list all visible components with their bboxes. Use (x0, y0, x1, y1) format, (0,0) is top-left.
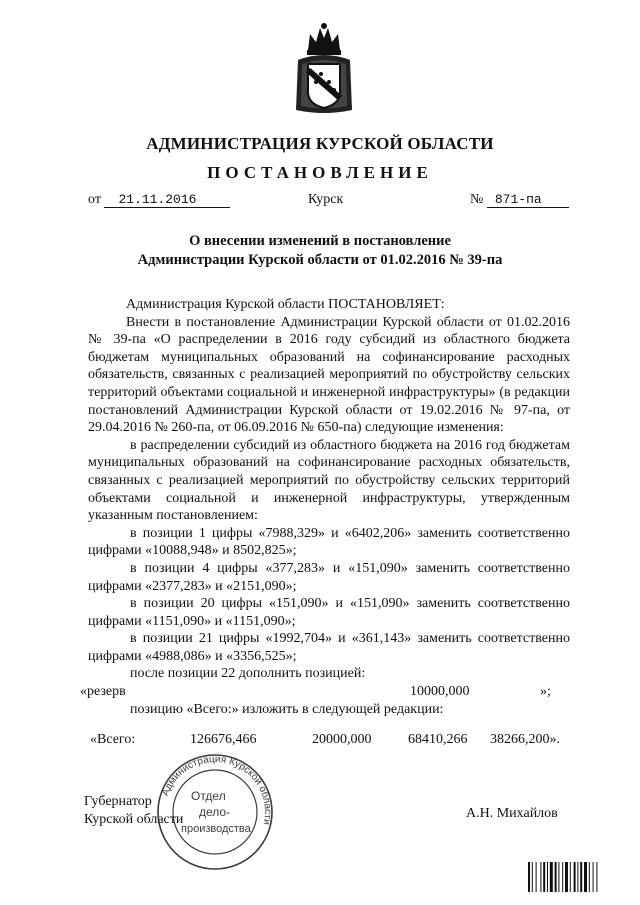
body-paragraph-after-22: после позиции 22 дополнить позицией: (130, 666, 366, 682)
body-paragraph-distribution: в распределении субсидий из областного бюджета на 2016 год бюджетам муниципальных образований на софинансирование расходных обязательств, связанных с реализацией мероприятий по обустройству сельских территорий объектами социальной и инженерной инфраструктуры, утвержденным указанным постановлением: (88, 437, 570, 524)
total-row (90, 731, 570, 749)
reserve-end: »; (540, 684, 551, 700)
coat-of-arms-icon (294, 20, 354, 116)
document-type: ПОСТАНОВЛЕНИЕ (207, 163, 433, 182)
body-paragraph-position-4: в позиции 4 цифры «377,283» и «151,090» заменить соответственно цифрами «2377,283» и «2151,090»; (88, 560, 570, 594)
body-paragraph-position-1: в позиции 1 цифры «7988,329» и «6402,206» заменить соответственно цифрами «10088,948» и 8502,825»; (88, 525, 570, 559)
body-paragraph-preamble: Администрация Курской области ПОСТАНОВЛЯЕТ: (126, 297, 445, 312)
total-value-4: 38266,200». (490, 731, 560, 747)
body-paragraph-position-21: в позиции 21 цифры «1992,704» и «361,143» заменить соответственно цифрами «4988,086» и «3356,525»; (88, 631, 570, 664)
reserve-label: «резерв (80, 684, 126, 700)
date-prefix: от (88, 192, 101, 207)
signatory-title-line-2: Курской области (84, 812, 184, 827)
document-date: 21.11.2016 (104, 192, 230, 208)
document-city: Курск (308, 192, 344, 207)
reserve-value: 10000,000 (410, 684, 470, 700)
stamp-inner-line-3: производства (181, 823, 251, 835)
body-paragraph-position-20: в позиции 20 цифры «151,090» и «151,090» заменить соответственно цифрами «1151,090» и «1151,090»; (88, 596, 570, 629)
barcode-icon (528, 862, 622, 892)
stamp-outer-text: Администрация Курской области (159, 753, 274, 826)
number-field (470, 192, 569, 208)
date-field (88, 192, 230, 208)
total-value-3: 68410,266 (408, 731, 468, 747)
number-prefix: № (470, 192, 484, 207)
signatory-name: А.Н. Михайлов (466, 806, 558, 821)
stamp-inner-line-1: Отдел (191, 789, 226, 803)
document-subject (0, 232, 640, 270)
reserve-row (80, 683, 570, 701)
document-body (80, 296, 570, 749)
subject-line-2: Администрации Курской области от 01.02.2016 № 39-па (137, 252, 503, 268)
signatory-title-line-1: Губернатор (84, 794, 152, 809)
total-label: «Всего: (90, 731, 136, 747)
document-number: 871-па (487, 192, 569, 208)
organization-title: АДМИНИСТРАЦИЯ КУРСКОЙ ОБЛАСТИ (146, 134, 494, 153)
total-value-2: 20000,000 (312, 731, 372, 747)
body-paragraph-main: Внести в постановление Администрации Курской области от 01.02.2016 № 39-па «О распределении в 2016 году субсидий из областного бюджета бюджетам муниципальных образований на софинансирование расходных обязательств, связанных с реализацией мероприятий по обустройству сельских территорий объектами социальной и инженерной инфраструктуры» (в редакции постановлений Администрации Курской области от 19.02.2016 № 97-па, от 29.04.2016 № 260-па, от 06.09.2016 № 650-па) следующие изменения: (88, 314, 570, 436)
office-stamp (155, 752, 275, 872)
subject-line-1: О внесении изменений в постановление (189, 233, 451, 249)
stamp-inner-line-2: дело- (199, 805, 231, 819)
total-value-1: 126676,466 (190, 731, 257, 747)
body-paragraph-total-intro: позицию «Всего:» изложить в следующей редакции: (130, 702, 444, 718)
